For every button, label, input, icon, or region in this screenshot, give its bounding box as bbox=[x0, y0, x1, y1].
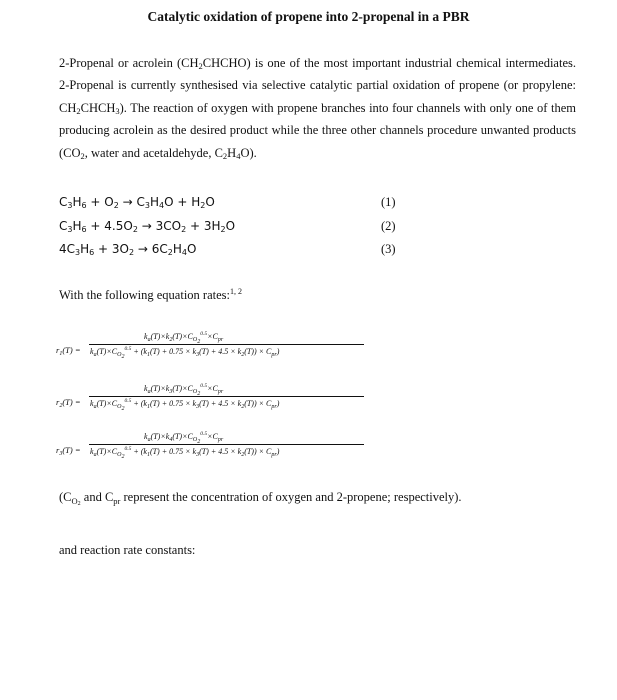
equation-number-2: (2) bbox=[381, 219, 396, 233]
reaction-equation-3: $4C_3H_6 + 3O_2 \to 6C_2H_4O$ bbox=[59, 242, 197, 257]
page-title: Catalytic oxidation of propene into 2-propenal in a PBR bbox=[147, 9, 470, 24]
rate-equation-3: $r_3(T)$ = $k_a(T)\times k_4(T)\times C_{O_2}^{0.5}\times C_{pr}$ $k_a(T)\times C_{O_2}^{0.5} + (k_1(T) + 0.75 \times k_3(T) + 4.5 \times k_2(T)) \times C_{pr}$) bbox=[56, 432, 326, 470]
equation-number-1: (1) bbox=[381, 195, 396, 209]
rate-equation-2: $r_2(T)$ = $k_a(T)\times k_3(T)\times C_{O_2}^{0.5}\times C_{pr}$ $k_a(T)\times C_{O_2}^{0.5} + (k_1(T) + 0.75 \times k_3(T) + 4.5 \times k_2(T)) \times C_{pr}$) bbox=[56, 384, 326, 422]
reaction-equation-1: $C_3H_6 + O_2 \to C_3H_4O + H_2O$ bbox=[59, 195, 215, 210]
rates-intro: With the following equation rates:$^{1, 2}$ bbox=[59, 287, 242, 302]
rate-equation-1: $r_1(T)$ = $k_a(T)\times k_2(T)\times C_{O_2}^{0.5}\times C_{pr}$ $k_a(T)\times C_{O_2}^{0.5} + (k_1(T) + 0.75 \times k_3(T) + 4.5 \times k_2(T)) \times C_{pr}$) bbox=[56, 332, 326, 370]
concentration-note: ($C_{O_2}$ and $C_{pr}$ represent the concentration of oxygen and 2-propene; respectively). bbox=[59, 490, 462, 507]
reaction-equation-2: $C_3H_6 + 4.5O_2 \to 3CO_2 + 3H_2O$ bbox=[59, 219, 236, 234]
rate-constants-intro: and reaction rate constants: bbox=[59, 543, 196, 557]
equation-number-3: (3) bbox=[381, 242, 396, 256]
intro-paragraph: 2-Propenal or acrolein $(CH_2CHCHO)$ is one of the most important industrial chemical intermediates. 2-Propenal is currently synthesised via selective catalytic partial oxidation of propene (or propylene: $CH_2CHCH_3$). The reaction of oxygen with propene branches into four channels with only one of them producing acrolein as the desired product while the three other channels procedure unwanted products ($CO_2$, water and acetaldehyde, $C_2H_4O$). bbox=[59, 56, 576, 161]
